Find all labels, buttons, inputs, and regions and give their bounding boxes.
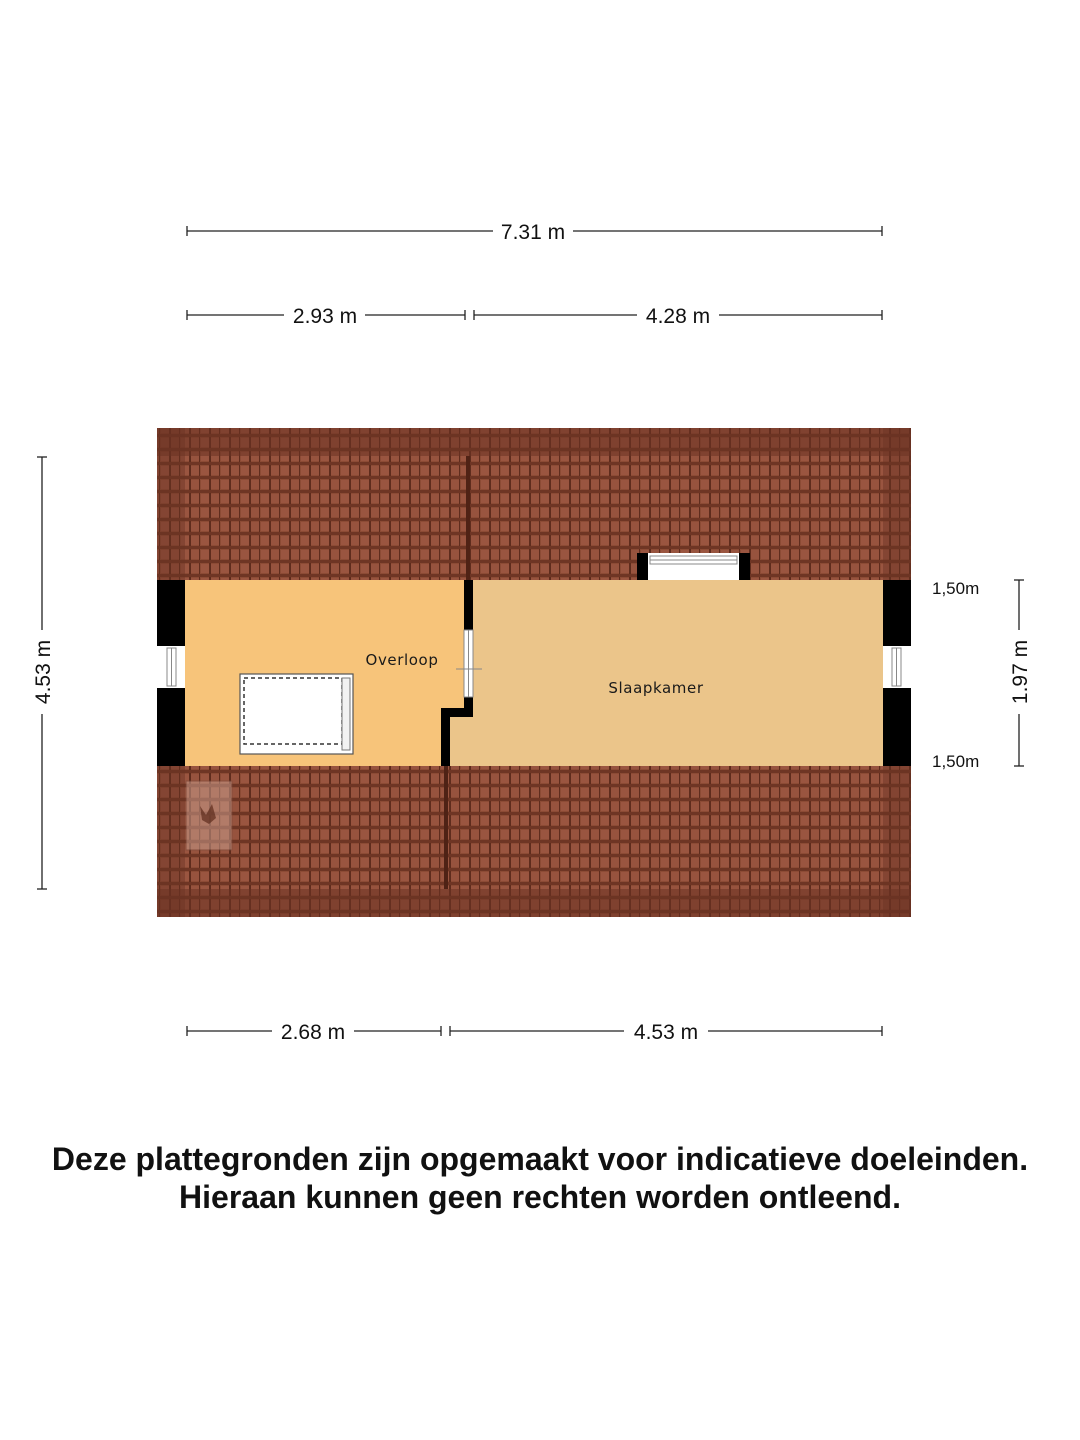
dimension-label: 4.28 m bbox=[645, 305, 711, 328]
slaapkamer-floor bbox=[472, 580, 883, 766]
dimension-label: 7.31 m bbox=[500, 221, 566, 244]
window-right bbox=[883, 646, 911, 688]
dimension-top-left bbox=[187, 305, 465, 328]
dimension-top-right bbox=[474, 305, 882, 328]
dimension-right-height bbox=[1009, 580, 1032, 766]
ceiling-height-marker-top: 1,50m bbox=[932, 579, 980, 598]
dimension-left-height bbox=[32, 457, 55, 889]
stair-opening bbox=[240, 674, 353, 754]
room-label-slaapkamer: Slaapkamer bbox=[608, 679, 704, 697]
dimension-label: 4.53 m bbox=[633, 1021, 699, 1044]
roof-skylight bbox=[186, 781, 232, 850]
dimension-label: 2.68 m bbox=[280, 1021, 346, 1044]
disclaimer-line-1: Deze plattegronden zijn opgemaakt voor indicatieve doeleinden. bbox=[51, 1141, 1029, 1177]
dimension-label: 1.97 m bbox=[1009, 639, 1032, 705]
slaapkamer-floor-notch bbox=[447, 716, 473, 766]
dimension-label: 2.93 m bbox=[292, 305, 358, 328]
room-label-overloop: Overloop bbox=[365, 651, 439, 669]
dimension-top-total bbox=[187, 221, 882, 244]
dimension-bottom-left bbox=[187, 1021, 441, 1044]
window-left bbox=[157, 646, 185, 688]
disclaimer-line-2: Hieraan kunnen geen rechten worden ontleend. bbox=[179, 1179, 901, 1215]
ceiling-height-marker-bottom: 1,50m bbox=[932, 752, 980, 771]
window-dormer bbox=[648, 553, 739, 580]
dimension-bottom-right bbox=[450, 1021, 882, 1044]
dimension-label: 4.53 m bbox=[32, 639, 55, 705]
disclaimer bbox=[0, 1140, 1080, 1216]
